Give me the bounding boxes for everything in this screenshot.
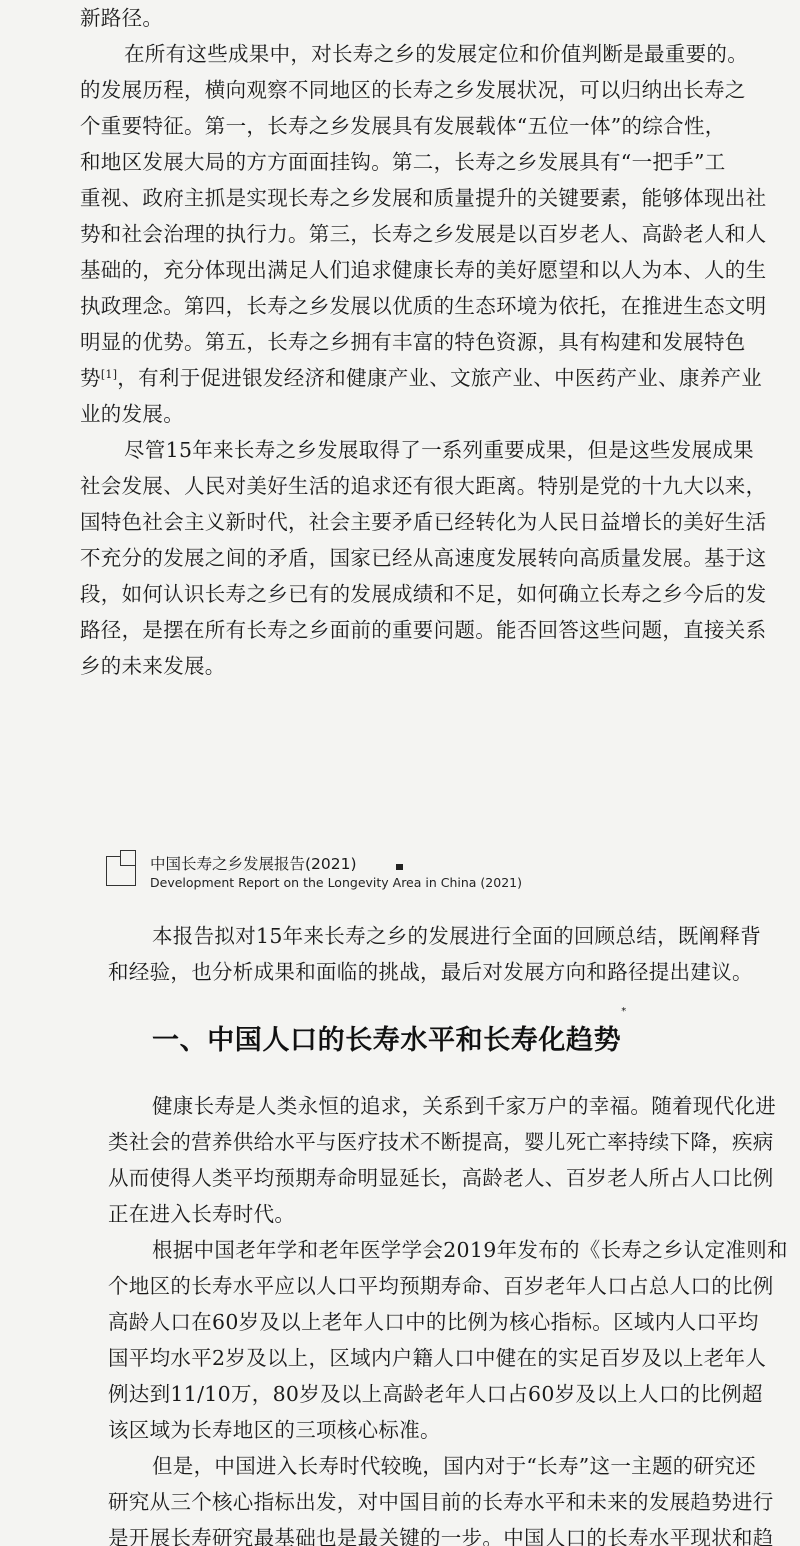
- book-logo-icon-inner: [120, 850, 136, 866]
- text-line: 乡的未来发展。: [80, 654, 226, 678]
- text-line: 该区域为长寿地区的三项核心标准。: [108, 1418, 441, 1442]
- text-line: 类社会的营养供给水平与医疗技术不断提高，婴儿死亡率持续下降，疾病: [108, 1130, 774, 1154]
- text-line: 社会发展、人民对美好生活的追求还有很大距离。特别是党的十九大以来，: [80, 474, 767, 498]
- text-line: 重视、政府主抓是实现长寿之乡发展和质量提升的关键要素，能够体现出社: [80, 186, 767, 210]
- header-title-zh: 中国长寿之乡发展报告(2021): [150, 855, 357, 873]
- text-line: 根据中国老年学和老年医学学会2019年发布的《长寿之乡认定准则和: [152, 1238, 788, 1262]
- text-line: 是开展长寿研究最基础也是最关键的一步。中国人口的长寿水平现状和趋: [108, 1526, 774, 1546]
- text-line-with-footnote: [80, 362, 762, 395]
- text-line: 研究从三个核心指标出发，对中国目前的长寿水平和未来的发展趋势进行: [108, 1490, 774, 1514]
- text-line: 个地区的长寿水平应以人口平均预期寿命、百岁老年人口占总人口的比例: [108, 1274, 774, 1298]
- footnote-ref: [1]: [100, 368, 118, 381]
- section-note-mark: *: [621, 1006, 627, 1017]
- text-line: 和经验，也分析成果和面临的挑战，最后对发展方向和路径提出建议。: [108, 960, 753, 984]
- text-line: 高龄人口在60岁及以上老年人口中的比例为核心指标。区域内人口平均: [108, 1310, 759, 1334]
- text-line: 段，如何认识长寿之乡已有的发展成绩和不足，如何确立长寿之乡今后的发: [80, 582, 767, 606]
- text-line: 个重要特征。第一，长寿之乡发展具有发展载体“五位一体”的综合性，: [80, 114, 726, 138]
- text-line: 执政理念。第四，长寿之乡发展以优质的生态环境为依托，在推进生态文明: [80, 294, 767, 318]
- text-line: 势和社会治理的执行力。第三，长寿之乡发展是以百岁老人、高龄老人和人: [80, 222, 767, 246]
- text-line: 业的发展。: [80, 402, 184, 426]
- header-mark: [396, 864, 403, 870]
- text-line: 例达到11/10万，80岁及以上高龄老年人口占60岁及以上人口的比例超: [108, 1382, 763, 1406]
- section-heading: 一、中国人口的长寿水平和长寿化趋势*: [152, 1006, 627, 1056]
- running-header: [106, 850, 666, 896]
- text-line: 国平均水平2岁及以上，区域内户籍人口中健在的实足百岁及以上老年人: [108, 1346, 767, 1370]
- text-line: 正在进入长寿时代。: [108, 1202, 296, 1226]
- text-line: 和地区发展大局的方方面面挂钩。第二，长寿之乡发展具有“一把手”工: [80, 150, 726, 174]
- text-line: 在所有这些成果中，对长寿之乡的发展定位和价值判断是最重要的。: [124, 42, 748, 66]
- text-line: 不充分的发展之间的矛盾，国家已经从高速度发展转向高质量发展。基于这: [80, 546, 767, 570]
- text-line: 从而使得人类平均预期寿命明显延长，高龄老人、百岁老人所占人口比例: [108, 1166, 774, 1190]
- line-rest: ，有利于促进银发经济和健康产业、文旅产业、中医药产业、康养产业: [117, 366, 763, 390]
- text-line: 尽管15年来长寿之乡发展取得了一系列重要成果，但是这些发展成果: [124, 438, 754, 462]
- text-line: 明显的优势。第五，长寿之乡拥有丰富的特色资源，具有构建和发展特色: [80, 330, 746, 354]
- text-line: 但是，中国进入长寿时代较晚，国内对于“长寿”这一主题的研究还: [152, 1454, 756, 1478]
- text-line: 路径，是摆在所有长寿之乡面前的重要问题。能否回答这些问题，直接关系: [80, 618, 767, 642]
- line-prefix: 势: [80, 366, 101, 390]
- text-line: 的发展历程，横向观察不同地区的长寿之乡发展状况，可以归纳出长寿之: [80, 78, 746, 102]
- header-title-en: Development Report on the Longevity Area in China (2021): [150, 875, 522, 890]
- text-line: 基础的，充分体现出满足人们追求健康长寿的美好愿望和以人为本、人的生: [80, 258, 767, 282]
- text-line: 国特色社会主义新时代，社会主要矛盾已经转化为人民日益增长的美好生活: [80, 510, 767, 534]
- text-line: 健康长寿是人类永恒的追求，关系到千家万户的幸福。随着现代化进: [152, 1094, 776, 1118]
- text-line: 新路径。: [80, 6, 164, 30]
- text-line: 本报告拟对15年来长寿之乡的发展进行全面的回顾总结，既阐释背: [152, 924, 762, 948]
